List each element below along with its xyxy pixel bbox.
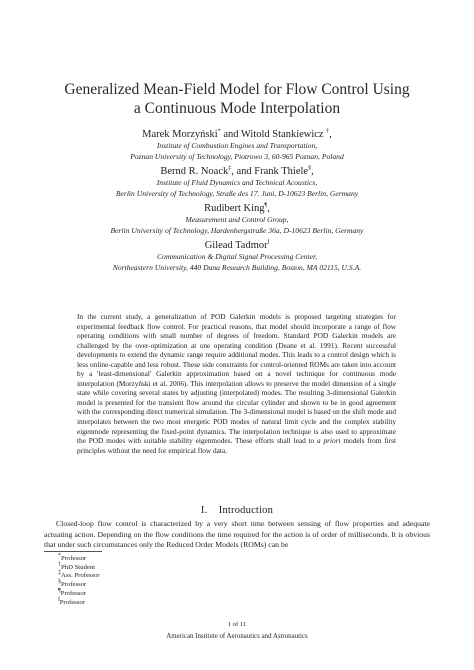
affiliation-line: Berlin University of Technology, Hardenbergstraße 36a, D-10623 Berlin, Germany bbox=[110, 225, 364, 235]
author-name: Gilead Tadmor bbox=[204, 240, 268, 251]
affiliation-line: Northeastern University, 440 Dana Research Building, Boston, MA 02115, U.S.A. bbox=[112, 262, 362, 272]
author-block bbox=[20, 128, 454, 273]
abstract-emphasis: a priori bbox=[317, 436, 341, 446]
footnote-mark: † bbox=[326, 128, 330, 135]
footnote-mark: ¶ bbox=[264, 202, 268, 209]
footnotes bbox=[58, 552, 100, 607]
footnote: §Professor bbox=[58, 578, 87, 589]
affiliation-line: Communication & Digital Signal Processing Center, bbox=[156, 252, 318, 261]
footer-organization: American Institute of Aeronautics and Astronautics bbox=[166, 633, 308, 640]
section-number: I. bbox=[200, 505, 208, 516]
title-line-1: Generalized Mean-Field Model for Flow Control Using bbox=[64, 81, 410, 98]
section-heading bbox=[0, 504, 474, 517]
paper-title bbox=[40, 80, 434, 118]
footnote: ‖Professor bbox=[58, 596, 85, 606]
author-punct: , bbox=[329, 129, 332, 140]
author-punct: , bbox=[311, 166, 314, 177]
footnote-mark: § bbox=[308, 165, 312, 172]
affiliation-line: Institute of Fluid Dynamics and Technical Acoustics, bbox=[156, 178, 318, 187]
author-name: Rudibert King bbox=[204, 203, 265, 214]
author-line-2 bbox=[20, 165, 454, 178]
section-title: Introduction bbox=[218, 505, 274, 516]
abstract bbox=[77, 312, 396, 455]
affiliation-line: Measurement and Control Group, bbox=[185, 215, 289, 224]
footnote-mark: ‡ bbox=[228, 165, 232, 172]
author-name: Bernd R. Noack bbox=[160, 166, 229, 177]
footnote-mark: ‖ bbox=[267, 239, 270, 246]
footnote: †PhD Student bbox=[58, 561, 95, 571]
footnote: ‡Ass. Professor bbox=[58, 570, 100, 580]
author-line-1 bbox=[20, 128, 454, 141]
footnote: *Professor bbox=[58, 552, 87, 562]
footnote-rule bbox=[44, 551, 102, 552]
author-name: , and Frank Thiele bbox=[231, 166, 309, 177]
abstract-text: In the current study, a generalization of POD Galerkin models is proposed targeting strategies for experimental feedback flow control. For practical reasons, that model should incorporate a range of flow operating conditions with small number of degrees of freedom. Standard POD Galerkin models are challenged by the over-optimization at one operating condition (Deane et al. 1991). Recent successful developments to extend the dynamic range require additional modes. This leads to a control design which is less online-capable and less robust. These side constraints for control-oriented ROMs are taken into account by a 'least-dimensional' Galerkin approximation based on a novel technique for continuous mode interpolation (Morzyński et al. 2006). This interpolation allows to preserve the model dimension of a single state while covering several states by adjusting (interpolated) modes. The resulting 3-dimensional Galerkin model is presented for the transient flow around the circular cylinder and shown to be in good agreement with the corresponding direct numerical simulation. The 3-dimensional model is based on the shift mode and interpolates between the two most energetic POD modes of natural limit cycle and the complex stability eigenmode representing the fixed-point dynamics. The interpolation technique is also used to approximate the POD modes with suitable stability eigenmodes. These efforts shall lead to bbox=[77, 312, 396, 446]
author-line-4 bbox=[20, 239, 454, 252]
author-punct: , bbox=[267, 203, 270, 214]
title-line-2: a Continuous Mode Interpolation bbox=[133, 100, 341, 117]
affiliation-line: Institute of Combustion Engines and Transportation, bbox=[156, 141, 318, 150]
footnote-mark: * bbox=[217, 128, 221, 135]
footnote: ¶Professor bbox=[58, 587, 86, 597]
abstract-text: models from first principles without the need for empirical flow data. bbox=[77, 436, 396, 455]
author-name: and Witold Stankiewicz bbox=[220, 129, 327, 140]
page-number: 1 of 11 bbox=[227, 621, 247, 628]
affiliation-line: Berlin University of Technology, Straße des 17. Juni, D-10623 Berlin, Germany bbox=[115, 188, 359, 198]
author-name: Marek Morzyński bbox=[142, 129, 218, 140]
author-line-3 bbox=[20, 202, 454, 215]
intro-paragraph: Closed-loop flow control is characterized by a very short time between sensing of flow properties and adequate actuating action. Depending on the flow conditions the time required for the action is of order of milliseconds. It is obvious that under such circumstances only the Reduced Order Models (ROMs) can be bbox=[44, 519, 430, 549]
affiliation-line: Poznan University of Technology, Piotrowo 3, 60-965 Poznan, Poland bbox=[130, 151, 344, 161]
